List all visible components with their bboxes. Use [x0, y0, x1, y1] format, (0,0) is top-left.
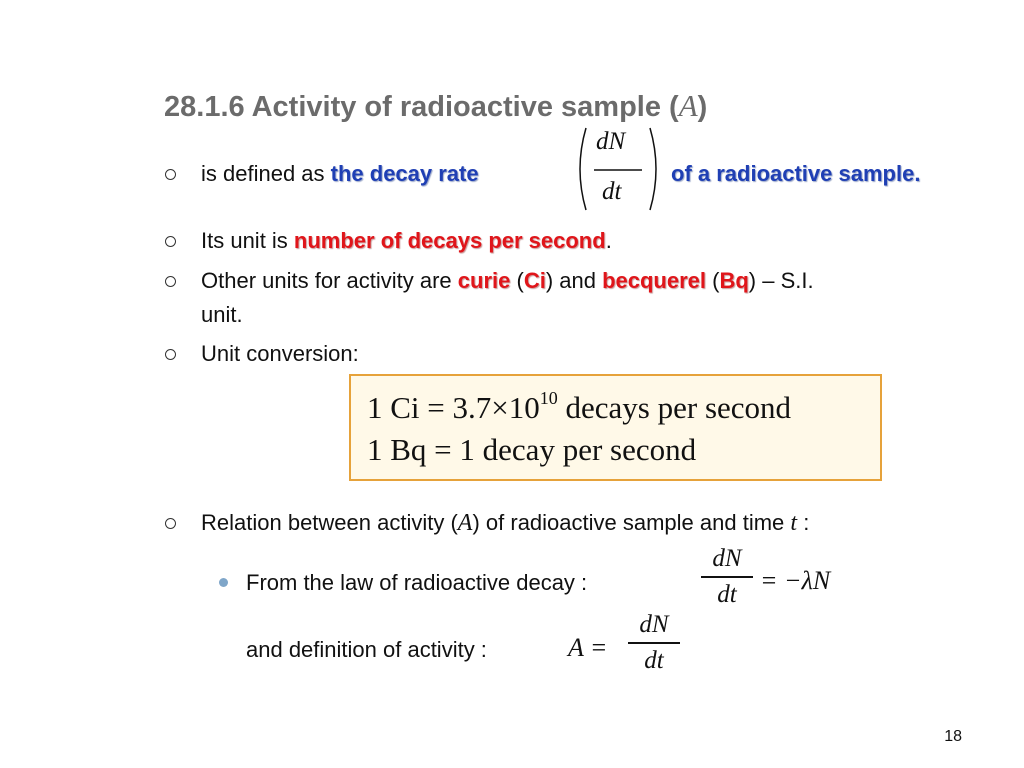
- unit-prefix: Its unit is: [201, 228, 294, 253]
- title-close: ): [697, 91, 708, 123]
- curie-exponent: 10: [539, 388, 558, 408]
- decay-law-rhs: = −λN: [760, 566, 831, 595]
- decay-rate-highlight: the decay rate: [330, 161, 479, 186]
- relation-prefix: Relation between activity (: [201, 510, 458, 535]
- fraction-bar: [701, 576, 753, 578]
- bullet-icon: [165, 349, 176, 360]
- fraction-denominator: dt: [602, 178, 622, 205]
- title-variable-a: A: [678, 88, 698, 123]
- sub-bullet-dot-icon: [219, 578, 228, 587]
- bq-highlight: Bq: [719, 268, 749, 293]
- relation-middle: ) of radioactive sample and time: [472, 510, 791, 535]
- decay-law-label: From the law of radioactive decay :: [246, 570, 588, 595]
- relation-suffix: :: [797, 510, 810, 535]
- bullet-definition: [201, 159, 479, 189]
- paren-open-1: (: [510, 268, 524, 293]
- unit-conversion-box: [349, 374, 882, 481]
- bullet-relation: [201, 508, 809, 538]
- decay-law-fraction: [701, 544, 753, 610]
- activity-definition-fraction: [628, 610, 680, 676]
- and-text: ) and: [545, 268, 603, 293]
- paren-open-2: (: [706, 268, 720, 293]
- unit-highlight: number of decays per second: [293, 228, 606, 253]
- other-units-prefix: Other units for activity are: [201, 268, 458, 293]
- radioactive-sample-highlight: of a radioactive sample.: [671, 161, 921, 186]
- fraction-bar: [628, 642, 680, 644]
- variable-t: t: [790, 510, 798, 536]
- conversion-line-curie: [367, 390, 791, 426]
- decay-law-denominator: dt: [717, 580, 737, 608]
- si-text: ) – S.I.: [748, 268, 814, 293]
- bullet-icon: [165, 236, 176, 247]
- decay-rate-fraction: [572, 122, 664, 216]
- activity-definition-lhs: A =: [568, 633, 608, 662]
- ci-highlight: Ci: [523, 268, 546, 293]
- bullet-icon: [165, 169, 176, 180]
- variable-a: A: [457, 510, 473, 536]
- bullet-unit-conversion: Unit conversion:: [201, 341, 359, 366]
- bullet-other-units: [201, 266, 814, 296]
- page-number: 18: [944, 728, 962, 745]
- page-title: [164, 88, 707, 124]
- activity-numerator: dN: [639, 611, 669, 638]
- bullet-icon: [165, 276, 176, 287]
- unit-suffix: .: [605, 228, 612, 253]
- bullet-unit: [201, 226, 612, 256]
- definition-suffix: [671, 159, 920, 189]
- other-units-line2: unit.: [201, 302, 243, 327]
- definition-prefix: is defined as: [201, 161, 331, 186]
- conversion-line-becquerel: 1 Bq = 1 decay per second: [367, 432, 697, 467]
- curie-equation-base: 1 Ci = 3.7×10: [367, 390, 540, 425]
- decay-law-numerator: dN: [712, 545, 742, 572]
- curie-equation-rest: decays per second: [557, 390, 792, 425]
- bullet-icon: [165, 518, 176, 529]
- fraction-numerator: dN: [596, 128, 626, 155]
- title-text: 28.1.6 Activity of radioactive sample (: [164, 91, 679, 123]
- becquerel-highlight: becquerel: [602, 268, 707, 293]
- curie-highlight: curie: [457, 268, 511, 293]
- activity-definition-label: and definition of activity :: [246, 637, 487, 662]
- activity-denominator: dt: [644, 646, 664, 674]
